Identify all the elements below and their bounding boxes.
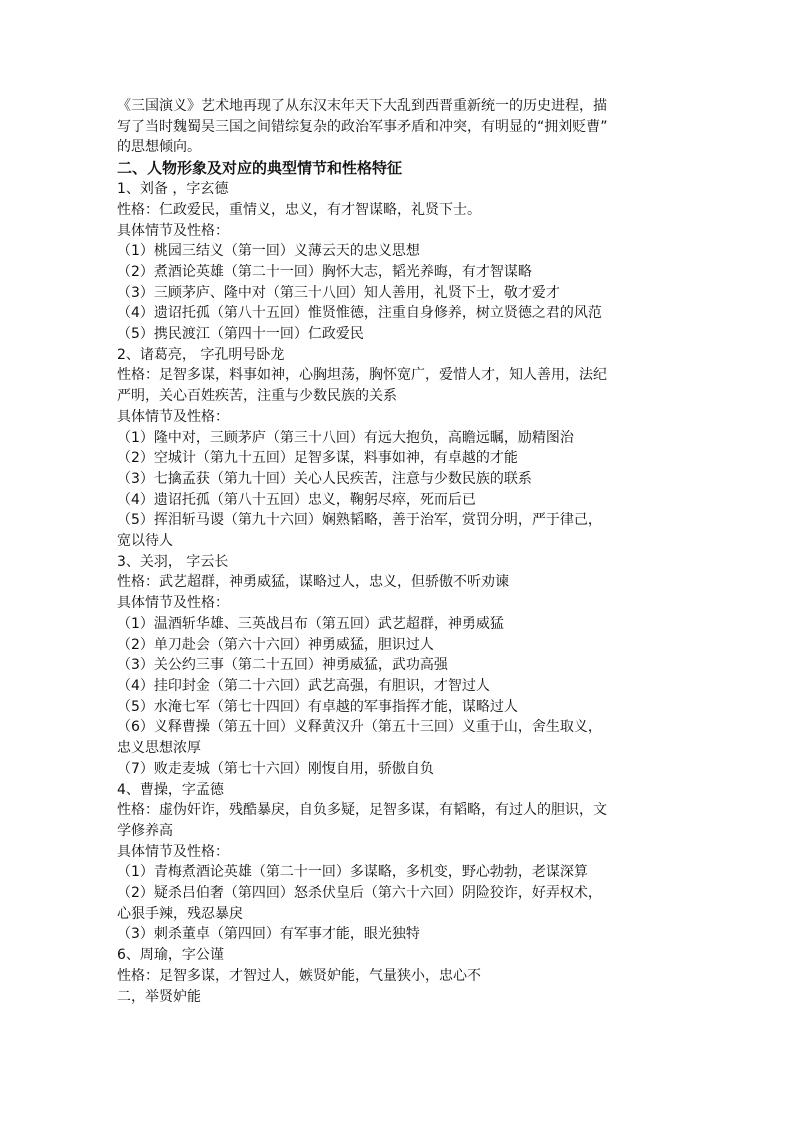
plots-label: 具体情节及性格： (117, 222, 229, 239)
plot-item: （7）败走麦城（第七十六回）刚愎自用，骄傲自负 (117, 760, 434, 777)
plot-item: （3）七擒孟获（第九十回）关心人民疾苦，注意与少数民族的联系 (117, 470, 532, 487)
character-personality: 学修养高 (117, 822, 173, 839)
plot-item: （1）隆中对，三顾茅庐（第三十八回）有远大抱负，高瞻远瞩，励精图治 (117, 429, 574, 446)
plot-item: （5）携民渡江（第四十一回）仁政爱民 (117, 326, 364, 343)
plot-item: 心狠手辣，残忍暴戾 (117, 905, 243, 922)
intro-line: 的思想倾向。 (117, 139, 201, 156)
document-page (117, 96, 677, 1007)
section-heading: 二、人物形象及对应的典型情节和性格特征 (117, 159, 403, 178)
plots-label: 具体情节及性格： (117, 843, 229, 860)
character-personality: 性格：足智多谋，才智过人，嫉贤妒能，气量狭小，忠心不 (117, 967, 481, 984)
intro-line: 《三国演义》艺术地再现了从东汉末年天下大乱到西晋重新统一的历史进程，描 (117, 98, 607, 114)
character-title: 2、诸葛亮， 字孔明号卧龙 (117, 346, 285, 363)
character-liu-bei (117, 179, 677, 345)
character-title: 1、刘备 ，字玄德 (117, 181, 229, 198)
plot-item: （2）煮酒论英雄（第二十一回）胸怀大志，韬光养晦，有才智谋略 (117, 263, 532, 280)
plot-item: （4）遗诏托孤（第八十五回）惟贤惟德，注重自身修养，树立贤德之君的风范 (117, 305, 602, 322)
plot-item: （3）刺杀董卓（第四回）有军事才能，眼光独特 (117, 926, 420, 943)
plot-item: （1）青梅煮酒论英雄（第二十一回）多谋略，多机变，野心勃勃，老谋深算 (117, 864, 588, 881)
plot-item: （2）疑杀吕伯奢（第四回）怒杀伏皇后（第六十六回）阴险狡诈，好弄权术， (117, 885, 602, 902)
plots-label: 具体情节及性格： (117, 595, 229, 612)
plot-item: （5）挥泪斩马谡（第九十六回）娴熟韬略，善于治军，赏罚分明，严于律己， (117, 512, 602, 529)
character-personality: 性格：仁政爱民，重情义，忠义，有才智谋略，礼贤下士。 (117, 201, 481, 218)
character-zhou-yu (117, 945, 677, 1007)
character-personality: 二，举贤妒能 (117, 988, 201, 1005)
intro-paragraph (117, 96, 677, 158)
character-cao-cao (117, 780, 677, 946)
plot-item: （6）义释曹操（第五十回）义释黄汉升（第五十三回）义重于山，舍生取义， (117, 719, 602, 736)
plot-item: （3）三顾茅庐、隆中对（第三十八回）知人善用，礼贤下士，敬才爱才 (117, 284, 560, 301)
plot-item: （4）挂印封金（第二十六回）武艺高强，有胆识，才智过人 (117, 677, 490, 694)
plot-item: 忠义思想浓厚 (117, 740, 201, 757)
character-title: 6、周瑜，字公谨 (117, 947, 224, 964)
plot-item: （4）遗诏托孤（第八十五回）忠义，鞠躬尽瘁，死而后已 (117, 491, 476, 508)
character-title: 4、曹操，字孟德 (117, 781, 224, 798)
character-personality: 性格：虚伪奸诈，残酷暴戾，自负多疑，足智多谋，有韬略，有过人的胆识，文 (117, 802, 607, 819)
plot-item: （5）水淹七军（第七十四回）有卓越的军事指挥才能，谋略过人 (117, 698, 518, 715)
plot-item: （1）桃园三结义（第一回）义薄云天的忠义思想 (117, 243, 420, 260)
plot-item: （1）温酒斩华雄、三英战吕布（第五回）武艺超群，神勇威猛 (117, 615, 504, 632)
character-zhuge-liang (117, 345, 677, 552)
plot-item: （3）关公约三事（第二十五回）神勇威猛，武功高强 (117, 657, 448, 674)
character-guan-yu (117, 552, 677, 780)
character-personality: 性格：足智多谋，料事如神，心胸坦荡，胸怀宽广，爱惜人才，知人善用，法纪 (117, 367, 607, 384)
plot-item: （2）空城计（第九十五回）足智多谋，料事如神，有卓越的才能 (117, 450, 518, 467)
plot-item: 宽以待人 (117, 533, 173, 550)
character-title: 3、关羽， 字云长 (117, 553, 229, 570)
plots-label: 具体情节及性格： (117, 408, 229, 425)
intro-line: 写了当时魏蜀吴三国之间错综复杂的政治军事矛盾和冲突，有明显的“拥刘贬曹” (117, 118, 608, 135)
plot-item: （2）单刀赴会（第六十六回）神勇威猛，胆识过人 (117, 636, 434, 653)
character-personality: 严明，关心百姓疾苦，注重与少数民族的关系 (117, 388, 397, 405)
character-personality: 性格：武艺超群，神勇威猛，谋略过人，忠义，但骄傲不听劝谏 (117, 574, 509, 591)
